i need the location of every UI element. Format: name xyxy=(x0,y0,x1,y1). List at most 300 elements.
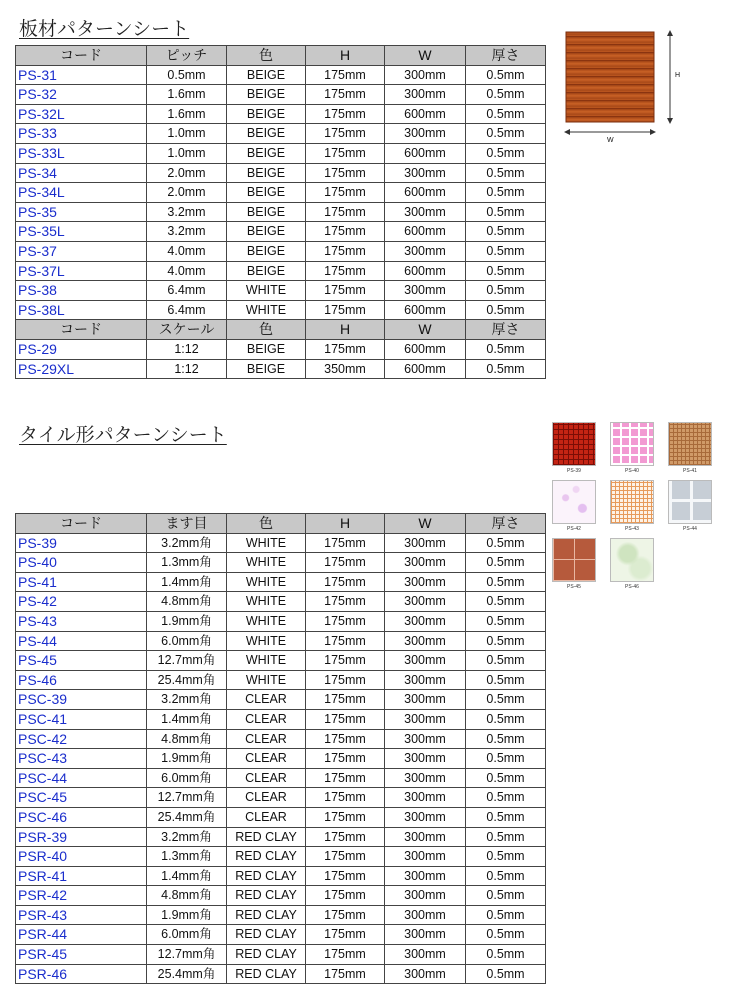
table-cell: 0.5mm xyxy=(466,300,546,320)
table-cell: 1.4mm角 xyxy=(147,709,227,729)
table-cell: 1.3mm角 xyxy=(147,847,227,867)
table-cell: 300mm xyxy=(385,85,466,105)
table-cell: 1.0mm xyxy=(147,143,227,163)
column-header: H xyxy=(306,514,385,534)
table-cell: 600mm xyxy=(385,300,466,320)
table-cell: 175mm xyxy=(306,281,385,301)
table-row xyxy=(16,104,546,124)
table-cell: 175mm xyxy=(306,183,385,203)
table-row xyxy=(16,85,546,105)
table-cell: 4.8mm角 xyxy=(147,886,227,906)
table-cell: WHITE xyxy=(227,281,306,301)
table-row xyxy=(16,359,546,379)
product-code[interactable]: PSC-39 xyxy=(16,690,147,710)
table-row xyxy=(16,163,546,183)
product-code[interactable]: PSR-41 xyxy=(16,866,147,886)
product-code[interactable]: PSC-41 xyxy=(16,709,147,729)
table-cell: 3.2mm角 xyxy=(147,690,227,710)
table-row xyxy=(16,241,546,261)
table-cell: 175mm xyxy=(306,533,385,553)
table-cell: 300mm xyxy=(385,729,466,749)
table-row xyxy=(16,768,546,788)
table-cell: 300mm xyxy=(385,945,466,965)
table-cell: 300mm xyxy=(385,749,466,769)
tile-swatch xyxy=(668,480,712,524)
product-code[interactable]: PS-41 xyxy=(16,572,147,592)
table-cell: 0.5mm xyxy=(466,964,546,984)
table-cell: 175mm xyxy=(306,847,385,867)
table-cell: 175mm xyxy=(306,670,385,690)
table-cell: 175mm xyxy=(306,611,385,631)
tile-swatch xyxy=(610,422,654,466)
table-cell: 0.5mm xyxy=(466,905,546,925)
table-row xyxy=(16,261,546,281)
column-header: W xyxy=(385,514,466,534)
table-cell: 4.0mm xyxy=(147,241,227,261)
table-row xyxy=(16,866,546,886)
column-header: スケール xyxy=(147,320,227,340)
product-code[interactable]: PS-44 xyxy=(16,631,147,651)
table-cell: 0.5mm xyxy=(466,866,546,886)
table-cell: CLEAR xyxy=(227,788,306,808)
column-header: 色 xyxy=(227,320,306,340)
table-cell: 300mm xyxy=(385,788,466,808)
product-code[interactable]: PS-38L xyxy=(16,300,147,320)
table-cell: 600mm xyxy=(385,143,466,163)
column-header: H xyxy=(306,320,385,340)
table-cell: 2.0mm xyxy=(147,163,227,183)
table-cell: 0.5mm xyxy=(466,651,546,671)
tile-sheet-table xyxy=(15,513,546,984)
tile-swatch-label: PS-46 xyxy=(625,584,639,590)
product-code[interactable]: PS-29 xyxy=(16,339,147,359)
column-header: 厚さ xyxy=(466,514,546,534)
product-code[interactable]: PSC-43 xyxy=(16,749,147,769)
table-cell: 175mm xyxy=(306,65,385,85)
width-label: W xyxy=(607,137,614,144)
table-cell: 175mm xyxy=(306,163,385,183)
table-cell: 600mm xyxy=(385,104,466,124)
product-code[interactable]: PS-34 xyxy=(16,163,147,183)
tile-swatch xyxy=(610,538,654,582)
table-cell: WHITE xyxy=(227,533,306,553)
table-cell: 6.0mm角 xyxy=(147,768,227,788)
table-cell: 0.5mm xyxy=(466,143,546,163)
table-cell: CLEAR xyxy=(227,709,306,729)
table-cell: RED CLAY xyxy=(227,964,306,984)
product-code[interactable]: PSR-45 xyxy=(16,945,147,965)
column-header: W xyxy=(385,46,466,66)
table-cell: 0.5mm xyxy=(466,241,546,261)
table-row xyxy=(16,143,546,163)
table-cell: 4.0mm xyxy=(147,261,227,281)
table-cell: 0.5mm xyxy=(466,104,546,124)
table-cell: 300mm xyxy=(385,925,466,945)
table-cell: BEIGE xyxy=(227,183,306,203)
tile-sheet-title: タイル形パターンシート xyxy=(19,425,227,446)
table-cell: BEIGE xyxy=(227,163,306,183)
table-cell: WHITE xyxy=(227,592,306,612)
product-code[interactable]: PS-29XL xyxy=(16,359,147,379)
table-cell: 300mm xyxy=(385,964,466,984)
table-row xyxy=(16,886,546,906)
table-cell: 300mm xyxy=(385,611,466,631)
product-code[interactable]: PS-33 xyxy=(16,124,147,144)
table-cell: 175mm xyxy=(306,905,385,925)
table-cell: RED CLAY xyxy=(227,866,306,886)
table-row xyxy=(16,631,546,651)
table-row xyxy=(16,339,546,359)
table-row xyxy=(16,827,546,847)
table-cell: 0.5mm xyxy=(466,611,546,631)
product-code[interactable]: PS-42 xyxy=(16,592,147,612)
table-cell: CLEAR xyxy=(227,690,306,710)
table-cell: 1.9mm角 xyxy=(147,749,227,769)
table-row xyxy=(16,651,546,671)
product-code[interactable]: PS-31 xyxy=(16,65,147,85)
table-cell: 0.5mm xyxy=(466,768,546,788)
table-cell: 6.0mm角 xyxy=(147,631,227,651)
table-cell: 25.4mm角 xyxy=(147,964,227,984)
product-code[interactable]: PS-43 xyxy=(16,611,147,631)
table-cell: 175mm xyxy=(306,300,385,320)
product-code[interactable]: PSR-40 xyxy=(16,847,147,867)
table-cell: WHITE xyxy=(227,572,306,592)
table-cell: 300mm xyxy=(385,670,466,690)
table-cell: 175mm xyxy=(306,709,385,729)
column-header: コード xyxy=(16,46,147,66)
table-cell: 175mm xyxy=(306,945,385,965)
table-cell: 300mm xyxy=(385,592,466,612)
table-cell: 0.5mm xyxy=(466,847,546,867)
tile-swatch xyxy=(552,422,596,466)
table-row xyxy=(16,533,546,553)
table-row xyxy=(16,729,546,749)
product-code[interactable]: PS-34L xyxy=(16,183,147,203)
table-cell: 0.5mm xyxy=(466,670,546,690)
table-cell: 300mm xyxy=(385,281,466,301)
table-cell: 1:12 xyxy=(147,339,227,359)
column-header: W xyxy=(385,320,466,340)
table-cell: 0.5mm xyxy=(466,163,546,183)
table-cell: 0.5mm xyxy=(466,281,546,301)
table-cell: 175mm xyxy=(306,651,385,671)
table-cell: 1:12 xyxy=(147,359,227,379)
table-cell: 0.5mm xyxy=(466,945,546,965)
table-cell: BEIGE xyxy=(227,143,306,163)
table-cell: 300mm xyxy=(385,124,466,144)
table-cell: 0.5mm xyxy=(466,222,546,242)
table-cell: 300mm xyxy=(385,690,466,710)
product-code[interactable]: PS-35 xyxy=(16,202,147,222)
tile-swatch-label: PS-40 xyxy=(625,468,639,474)
board-header-row xyxy=(16,46,546,66)
table-row xyxy=(16,222,546,242)
table-cell: 0.5mm xyxy=(466,709,546,729)
table-cell: 3.2mm角 xyxy=(147,827,227,847)
table-cell: 300mm xyxy=(385,553,466,573)
column-header: 色 xyxy=(227,46,306,66)
table-row xyxy=(16,709,546,729)
table-cell: 600mm xyxy=(385,183,466,203)
column-header: コード xyxy=(16,514,147,534)
table-cell: 175mm xyxy=(306,768,385,788)
table-row xyxy=(16,925,546,945)
table-cell: 300mm xyxy=(385,807,466,827)
column-header: ピッチ xyxy=(147,46,227,66)
table-row xyxy=(16,945,546,965)
product-code[interactable]: PS-46 xyxy=(16,670,147,690)
table-cell: 175mm xyxy=(306,886,385,906)
table-cell: 175mm xyxy=(306,690,385,710)
table-cell: 600mm xyxy=(385,261,466,281)
table-cell: RED CLAY xyxy=(227,847,306,867)
product-code[interactable]: PS-39 xyxy=(16,533,147,553)
table-cell: 0.5mm xyxy=(147,65,227,85)
table-cell: 25.4mm角 xyxy=(147,807,227,827)
table-cell: 300mm xyxy=(385,886,466,906)
table-cell: 175mm xyxy=(306,85,385,105)
table-cell: BEIGE xyxy=(227,359,306,379)
table-cell: 300mm xyxy=(385,709,466,729)
table-row xyxy=(16,749,546,769)
table-cell: 175mm xyxy=(306,143,385,163)
table-cell: CLEAR xyxy=(227,729,306,749)
table-row xyxy=(16,124,546,144)
table-cell: 175mm xyxy=(306,807,385,827)
table-cell: 300mm xyxy=(385,533,466,553)
table-cell: 175mm xyxy=(306,202,385,222)
table-row xyxy=(16,905,546,925)
table-cell: 0.5mm xyxy=(466,827,546,847)
table-cell: 1.6mm xyxy=(147,104,227,124)
table-row xyxy=(16,788,546,808)
product-code[interactable]: PSC-46 xyxy=(16,807,147,827)
product-code[interactable]: PS-40 xyxy=(16,553,147,573)
table-cell: 6.4mm xyxy=(147,300,227,320)
product-code[interactable]: PSR-39 xyxy=(16,827,147,847)
table-cell: 300mm xyxy=(385,163,466,183)
product-code[interactable]: PSR-43 xyxy=(16,905,147,925)
table-cell: 175mm xyxy=(306,866,385,886)
table-cell: RED CLAY xyxy=(227,827,306,847)
product-code[interactable]: PS-32L xyxy=(16,104,147,124)
column-header: 色 xyxy=(227,514,306,534)
table-cell: 3.2mm角 xyxy=(147,533,227,553)
product-code[interactable]: PSR-46 xyxy=(16,964,147,984)
table-cell: BEIGE xyxy=(227,104,306,124)
table-cell: 6.4mm xyxy=(147,281,227,301)
table-cell: BEIGE xyxy=(227,85,306,105)
product-code[interactable]: PS-32 xyxy=(16,85,147,105)
table-cell: 0.5mm xyxy=(466,183,546,203)
table-cell: RED CLAY xyxy=(227,886,306,906)
table-cell: 0.5mm xyxy=(466,729,546,749)
table-cell: 0.5mm xyxy=(466,886,546,906)
tile-swatch-label: PS-42 xyxy=(567,526,581,532)
height-label: H xyxy=(675,72,681,79)
table-row xyxy=(16,807,546,827)
table-row xyxy=(16,592,546,612)
product-code[interactable]: PS-45 xyxy=(16,651,147,671)
table-cell: 0.5mm xyxy=(466,359,546,379)
table-row xyxy=(16,281,546,301)
table-cell: 175mm xyxy=(306,925,385,945)
table-cell: 0.5mm xyxy=(466,690,546,710)
table-cell: 6.0mm角 xyxy=(147,925,227,945)
table-cell: RED CLAY xyxy=(227,945,306,965)
table-cell: 0.5mm xyxy=(466,749,546,769)
table-cell: 12.7mm角 xyxy=(147,651,227,671)
table-cell: 0.5mm xyxy=(466,788,546,808)
table-row xyxy=(16,690,546,710)
column-header: ます目 xyxy=(147,514,227,534)
table-cell: 300mm xyxy=(385,241,466,261)
table-cell: 175mm xyxy=(306,241,385,261)
table-cell: 175mm xyxy=(306,572,385,592)
table-cell: 600mm xyxy=(385,359,466,379)
table-cell: BEIGE xyxy=(227,241,306,261)
table-cell: 175mm xyxy=(306,553,385,573)
table-row xyxy=(16,670,546,690)
column-header: コード xyxy=(16,320,147,340)
column-header: 厚さ xyxy=(466,46,546,66)
table-cell: 300mm xyxy=(385,631,466,651)
table-cell: 0.5mm xyxy=(466,553,546,573)
table-cell: 3.2mm xyxy=(147,222,227,242)
table-cell: 0.5mm xyxy=(466,631,546,651)
table-cell: 1.9mm角 xyxy=(147,611,227,631)
table-row xyxy=(16,964,546,984)
table-cell: BEIGE xyxy=(227,261,306,281)
table-cell: 175mm xyxy=(306,827,385,847)
tile-swatch-label: PS-44 xyxy=(683,526,697,532)
table-cell: RED CLAY xyxy=(227,925,306,945)
tile-header-row xyxy=(16,514,546,534)
table-cell: 300mm xyxy=(385,827,466,847)
table-cell: CLEAR xyxy=(227,768,306,788)
table-cell: 0.5mm xyxy=(466,65,546,85)
product-code[interactable]: PS-33L xyxy=(16,143,147,163)
table-cell: WHITE xyxy=(227,670,306,690)
table-cell: 1.4mm角 xyxy=(147,866,227,886)
table-cell: 0.5mm xyxy=(466,533,546,553)
table-cell: 300mm xyxy=(385,905,466,925)
table-cell: 300mm xyxy=(385,202,466,222)
product-code[interactable]: PSR-44 xyxy=(16,925,147,945)
table-cell: 175mm xyxy=(306,964,385,984)
product-code[interactable]: PS-37L xyxy=(16,261,147,281)
table-cell: CLEAR xyxy=(227,807,306,827)
table-cell: 175mm xyxy=(306,631,385,651)
wood-board xyxy=(566,32,654,122)
table-cell: WHITE xyxy=(227,611,306,631)
table-cell: 12.7mm角 xyxy=(147,788,227,808)
table-cell: 1.9mm角 xyxy=(147,905,227,925)
table-cell: 1.3mm角 xyxy=(147,553,227,573)
table-cell: WHITE xyxy=(227,651,306,671)
product-code[interactable]: PSR-42 xyxy=(16,886,147,906)
table-cell: WHITE xyxy=(227,553,306,573)
table-cell: 0.5mm xyxy=(466,807,546,827)
table-cell: 175mm xyxy=(306,729,385,749)
table-cell: 0.5mm xyxy=(466,339,546,359)
table-cell: CLEAR xyxy=(227,749,306,769)
table-cell: 175mm xyxy=(306,124,385,144)
tile-swatch xyxy=(552,480,596,524)
tile-swatch-label: PS-41 xyxy=(683,468,697,474)
table-cell: 350mm xyxy=(306,359,385,379)
table-cell: 175mm xyxy=(306,749,385,769)
table-row xyxy=(16,611,546,631)
table-cell: 4.8mm角 xyxy=(147,729,227,749)
table-cell: 4.8mm角 xyxy=(147,592,227,612)
table-cell: 0.5mm xyxy=(466,925,546,945)
column-header: 厚さ xyxy=(466,320,546,340)
product-code[interactable]: PSC-44 xyxy=(16,768,147,788)
table-cell: 0.5mm xyxy=(466,572,546,592)
table-cell: BEIGE xyxy=(227,65,306,85)
board-sheet-title: 板材パターンシート xyxy=(19,19,190,40)
table-row xyxy=(16,183,546,203)
table-cell: RED CLAY xyxy=(227,905,306,925)
board-sheet-table xyxy=(15,45,546,379)
product-code[interactable]: PSC-45 xyxy=(16,788,147,808)
product-code[interactable]: PS-35L xyxy=(16,222,147,242)
board-sample-photo xyxy=(560,28,690,148)
table-cell: 175mm xyxy=(306,592,385,612)
table-row xyxy=(16,202,546,222)
product-code[interactable]: PSC-42 xyxy=(16,729,147,749)
tile-swatch-label: PS-43 xyxy=(625,526,639,532)
table-cell: 175mm xyxy=(306,222,385,242)
product-code[interactable]: PS-37 xyxy=(16,241,147,261)
table-cell: BEIGE xyxy=(227,339,306,359)
tile-swatch xyxy=(610,480,654,524)
scale-header-row xyxy=(16,320,546,340)
table-cell: 2.0mm xyxy=(147,183,227,203)
table-cell: 300mm xyxy=(385,768,466,788)
table-cell: 175mm xyxy=(306,788,385,808)
table-cell: BEIGE xyxy=(227,202,306,222)
table-cell: 600mm xyxy=(385,222,466,242)
table-cell: WHITE xyxy=(227,631,306,651)
table-cell: 1.0mm xyxy=(147,124,227,144)
table-cell: 12.7mm角 xyxy=(147,945,227,965)
table-cell: 0.5mm xyxy=(466,85,546,105)
table-cell: 3.2mm xyxy=(147,202,227,222)
table-cell: 300mm xyxy=(385,65,466,85)
table-cell: 0.5mm xyxy=(466,202,546,222)
table-cell: 300mm xyxy=(385,866,466,886)
table-cell: 175mm xyxy=(306,104,385,124)
table-cell: 300mm xyxy=(385,651,466,671)
tile-swatch xyxy=(668,422,712,466)
table-row xyxy=(16,847,546,867)
product-code[interactable]: PS-38 xyxy=(16,281,147,301)
table-cell: 0.5mm xyxy=(466,261,546,281)
table-row xyxy=(16,300,546,320)
table-cell: BEIGE xyxy=(227,222,306,242)
table-cell: 175mm xyxy=(306,339,385,359)
tile-swatch xyxy=(552,538,596,582)
table-cell: BEIGE xyxy=(227,124,306,144)
table-row xyxy=(16,65,546,85)
table-cell: 25.4mm角 xyxy=(147,670,227,690)
table-cell: WHITE xyxy=(227,300,306,320)
table-cell: 0.5mm xyxy=(466,124,546,144)
table-cell: 1.6mm xyxy=(147,85,227,105)
